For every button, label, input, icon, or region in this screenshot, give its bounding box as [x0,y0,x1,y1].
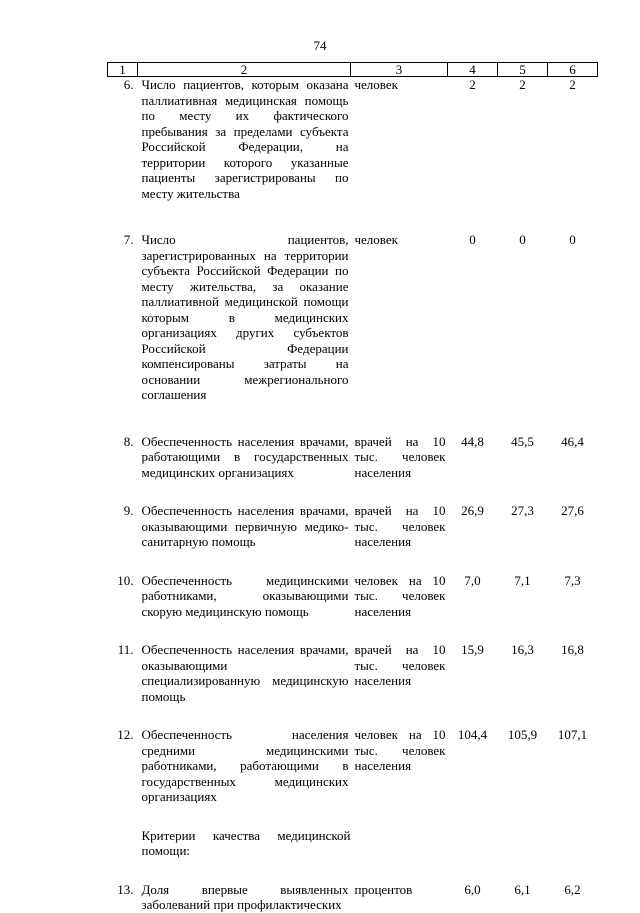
indicator-unit: врачей на 10 тыс. человек населения [354,642,446,688]
value-col-5: 16,3 [511,642,534,657]
indicator-unit: человек на 10 тыс. человек населения [354,572,446,619]
column-header-1: 1 [108,63,138,77]
indicator-unit: человек [354,77,398,92]
row-number: 10. [117,572,134,588]
row-number: 6. [123,77,134,92]
value-col-4: 104,4 [457,727,488,742]
value-col-5: 105,9 [507,727,538,742]
table-header [108,63,598,77]
value-col-5: 7,1 [514,572,531,588]
indicator-name: Обеспеченность медицинскими работниками, оказывающими скорую медицинскую помощь [141,572,349,619]
column-header-5: 5 [498,63,548,77]
value-col-4: 44,8 [461,433,484,449]
column-header-3: 3 [351,63,448,77]
value-col-4: 0 [469,232,476,247]
row-number: 13. [117,881,134,897]
value-col-6: 0 [569,232,576,247]
page-number: 74 [313,38,327,53]
value-col-6: 6,2 [564,881,581,897]
column-header-2: 2 [138,63,351,77]
value-col-6: 27,6 [561,503,584,518]
table-row [108,642,598,727]
section-row [108,828,598,882]
value-col-6: 7,3 [564,572,581,588]
column-header-6: 6 [548,63,598,77]
indicator-unit: человек на 10 тыс. человек населения [354,727,446,773]
value-col-6: 46,4 [561,433,584,449]
value-col-4: 26,9 [461,503,484,518]
row-number: 7. [123,232,134,247]
row-number: 12. [117,727,134,742]
value-col-5: 27,3 [511,503,534,518]
table-row [108,882,598,913]
value-col-6: 16,8 [561,642,584,657]
column-header-4: 4 [448,63,498,77]
indicator-name: Обеспеченность населения врачами, оказывающими специализированную медицинскую помощь [141,642,349,704]
table-row [108,232,598,434]
indicator-unit: врачей на 10 тыс. человек населения [354,433,446,480]
table-row [108,77,598,233]
row-number: 11. [117,642,134,657]
section-heading: Критерии качества медицинской помощи: [141,827,351,858]
value-col-6: 107,1 [557,727,588,742]
indicator-name: Обеспеченность населения средними медицинскими работниками, работающими в государственных медицинских организациях [141,727,349,804]
indicator-unit: врачей на 10 тыс. человек населения [354,503,446,549]
indicator-unit: процентов [354,881,413,897]
value-col-5: 45,5 [511,433,534,449]
table-row [108,573,598,643]
indicator-unit: человек [354,232,398,247]
indicator-name: Обеспеченность населения врачами, оказывающими первичную медико-санитарную помощь [141,503,349,549]
table-row [108,727,598,828]
table-row [108,503,598,573]
value-col-5: 0 [519,232,526,247]
indicator-name: Обеспеченность населения врачами, работающими в государственных медицинских организациях [141,433,349,480]
value-col-5: 2 [519,77,526,92]
value-col-4: 2 [469,77,476,92]
value-col-6: 2 [569,77,576,92]
value-col-4: 7,0 [464,572,481,588]
indicator-name: Число пациентов, зарегистрированных на территории субъекта Российской Федерации по месту жительства, за оказание паллиативной медицинской помощи которым в медицинских организациях других субъектов Российской Федерации компенсированы затраты на основании межрегионального соглашения [141,232,349,402]
value-col-4: 6,0 [464,881,481,897]
value-col-5: 6,1 [514,881,531,897]
indicators-table [107,62,598,913]
value-col-4: 15,9 [461,642,484,657]
row-number: 8. [123,433,134,449]
indicator-name: Доля впервые выявленных заболеваний при профилактических [141,881,349,912]
table-row [108,434,598,504]
row-number: 9. [123,503,134,518]
indicator-name: Число пациентов, которым оказана паллиативная медицинская помощь по месту их фактического пребывания за пределами субъекта Российской Федерации, на территории которого указанные пациенты зарегистрированы по месту жительства [141,77,349,201]
